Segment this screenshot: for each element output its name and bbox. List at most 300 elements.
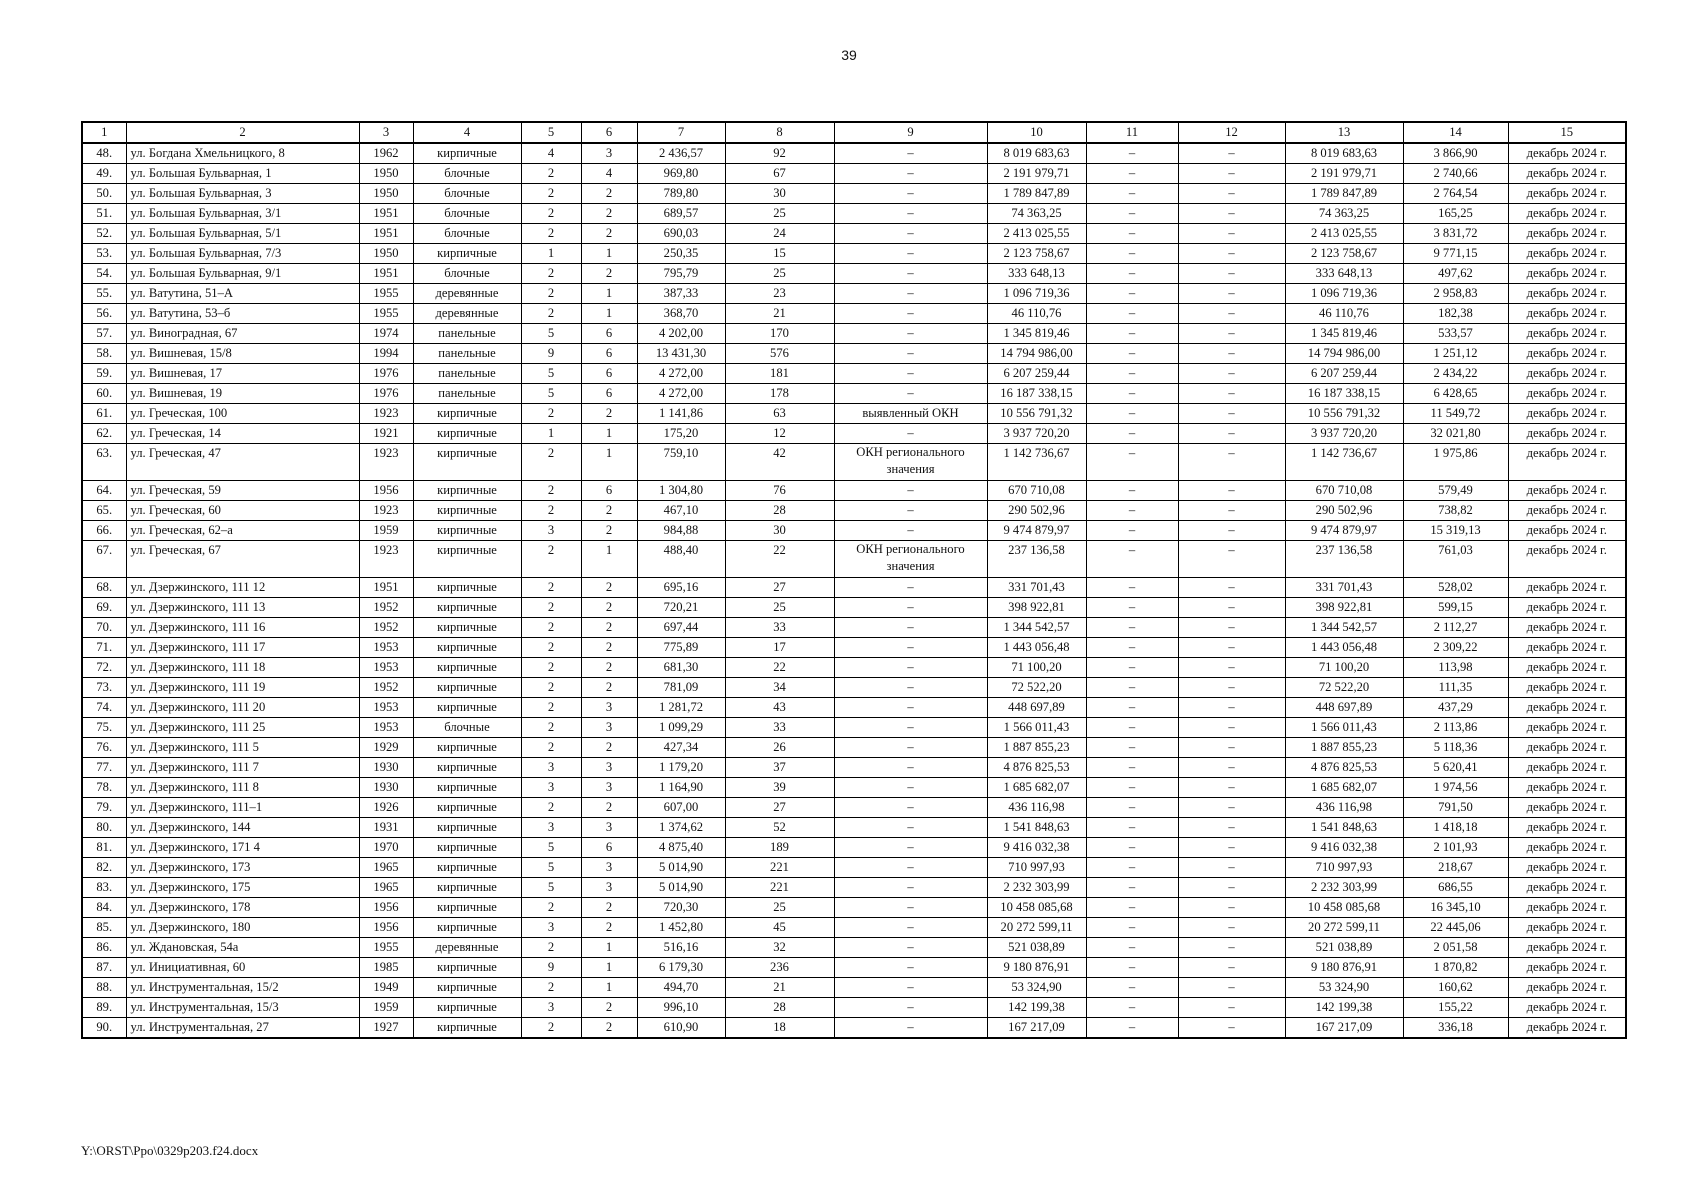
table-cell: 290 502,96 [987,501,1086,521]
table-cell: 33 [725,618,834,638]
table-cell: декабрь 2024 г. [1508,958,1626,978]
table-cell: 5 014,90 [637,858,725,878]
table-cell: 1955 [359,938,413,958]
table-cell: 5 118,36 [1403,738,1508,758]
table-row [82,364,1626,384]
table-cell: 6 179,30 [637,958,725,978]
table-cell: 69. [82,598,126,618]
table-row [82,578,1626,598]
table-cell: 142 199,38 [987,998,1086,1018]
table-cell: – [1178,324,1285,344]
table-cell: 71 100,20 [1285,658,1403,678]
address-cell: ул. Дзержинского, 111 13 [126,598,359,618]
table-cell: 1 789 847,89 [1285,184,1403,204]
table-cell: 2 [521,598,581,618]
table-cell: 181 [725,364,834,384]
table-cell: 1 345 819,46 [987,324,1086,344]
table-cell: 1 [581,304,637,324]
table-cell: 1953 [359,698,413,718]
table-cell: 1 [581,938,637,958]
table-cell: – [1178,978,1285,998]
table-cell: 160,62 [1403,978,1508,998]
table-cell: 3 [581,698,637,718]
table-cell: 65. [82,501,126,521]
table-cell: – [1086,224,1178,244]
address-cell: ул. Дзержинского, 144 [126,818,359,838]
table-cell: 1 418,18 [1403,818,1508,838]
table-cell: 45 [725,918,834,938]
table-cell: 690,03 [637,224,725,244]
table-cell: 4 875,40 [637,838,725,858]
table-cell: – [1086,143,1178,164]
table-cell: 2 [521,444,581,481]
table-cell: 1952 [359,618,413,638]
address-cell: ул. Ватутина, 51–А [126,284,359,304]
table-cell: 56. [82,304,126,324]
table-cell: 46 110,76 [987,304,1086,324]
column-header: 10 [987,122,1086,143]
table-cell: 2 [581,638,637,658]
table-cell: 49. [82,164,126,184]
table-cell: 34 [725,678,834,698]
table-cell: – [1086,244,1178,264]
table-cell: кирпичные [413,501,521,521]
table-cell: 2 [521,638,581,658]
table-cell: 2 232 303,99 [1285,878,1403,898]
table-cell: 1 345 819,46 [1285,324,1403,344]
table-cell: – [834,481,987,501]
table-cell: 4 272,00 [637,364,725,384]
table-cell: 5 620,41 [1403,758,1508,778]
table-cell: декабрь 2024 г. [1508,344,1626,364]
table-cell: кирпичные [413,698,521,718]
table-cell: блочные [413,224,521,244]
table-cell: 92 [725,143,834,164]
table-cell: 333 648,13 [987,264,1086,284]
table-cell: – [1178,638,1285,658]
table-cell: 2 [521,678,581,698]
table-cell: – [1086,444,1178,481]
table-cell: 1923 [359,541,413,578]
column-header: 3 [359,122,413,143]
table-cell: 2 112,27 [1403,618,1508,638]
table-cell: 10 458 085,68 [1285,898,1403,918]
table-cell: ОКН регионального значения [834,541,987,578]
table-cell: 4 876 825,53 [987,758,1086,778]
table-cell: кирпичные [413,958,521,978]
table-cell: декабрь 2024 г. [1508,978,1626,998]
table-cell: 9 [521,958,581,978]
table-cell: 155,22 [1403,998,1508,1018]
table-cell: 1952 [359,678,413,698]
table-cell: 1965 [359,858,413,878]
table-cell: – [834,164,987,184]
address-cell: ул. Дзержинского, 111 5 [126,738,359,758]
table-cell: 5 [521,858,581,878]
table-cell: 2 [581,618,637,638]
table-row [82,598,1626,618]
table-cell: кирпичные [413,444,521,481]
table-cell: 2 [521,1018,581,1039]
address-cell: ул. Дзержинского, 111 12 [126,578,359,598]
table-cell: – [1178,224,1285,244]
table-cell: – [1086,618,1178,638]
table-cell: 1 344 542,57 [987,618,1086,638]
table-cell: – [1178,541,1285,578]
table-cell: 63 [725,404,834,424]
table-cell: 10 556 791,32 [1285,404,1403,424]
table-cell: 30 [725,521,834,541]
table-cell: 67. [82,541,126,578]
table-cell: – [1178,521,1285,541]
table-cell: 789,80 [637,184,725,204]
table-cell: 1951 [359,578,413,598]
table-cell: кирпичные [413,898,521,918]
table-cell: декабрь 2024 г. [1508,521,1626,541]
table-cell: – [1178,364,1285,384]
table-cell: 8 019 683,63 [987,143,1086,164]
table-cell: 1951 [359,264,413,284]
table-cell: 27 [725,798,834,818]
table-cell: 437,29 [1403,698,1508,718]
column-header: 9 [834,122,987,143]
table-cell: 15 319,13 [1403,521,1508,541]
table-cell: 2 [521,738,581,758]
address-cell: ул. Греческая, 14 [126,424,359,444]
table-cell: 3 831,72 [1403,224,1508,244]
table-cell: – [1178,778,1285,798]
table-row [82,264,1626,284]
table-cell: – [1086,798,1178,818]
table-cell: 2 [521,618,581,638]
table-cell: 2 123 758,67 [987,244,1086,264]
table-cell: 2 101,93 [1403,838,1508,858]
table-cell: – [1178,424,1285,444]
table-row [82,878,1626,898]
table-cell: 221 [725,878,834,898]
table-cell: 467,10 [637,501,725,521]
table-cell: 488,40 [637,541,725,578]
table-cell: – [1086,384,1178,404]
table-row [82,678,1626,698]
table-cell: 436 116,98 [987,798,1086,818]
address-cell: ул. Греческая, 67 [126,541,359,578]
table-cell: деревянные [413,304,521,324]
table-cell: 2 [521,224,581,244]
table-cell: 43 [725,698,834,718]
column-header: 4 [413,122,521,143]
table-cell: – [1178,384,1285,404]
table-cell: 14 794 986,00 [987,344,1086,364]
table-cell: 142 199,38 [1285,998,1403,1018]
table-cell: 11 549,72 [1403,404,1508,424]
table-cell: 24 [725,224,834,244]
table-cell: 1951 [359,224,413,244]
table-cell: 64. [82,481,126,501]
table-cell: 2 [581,224,637,244]
table-cell: 1952 [359,598,413,618]
table-cell: 3 [581,718,637,738]
table-cell: 2 [521,718,581,738]
table-row [82,424,1626,444]
table-cell: – [1086,481,1178,501]
address-cell: ул. Греческая, 60 [126,501,359,521]
table-cell: ОКН регионального значения [834,444,987,481]
table-cell: кирпичные [413,738,521,758]
address-cell: ул. Большая Бульварная, 1 [126,164,359,184]
table-cell: декабрь 2024 г. [1508,143,1626,164]
table-cell: декабрь 2024 г. [1508,264,1626,284]
table-cell: 2 [521,184,581,204]
column-number-row [82,122,1626,143]
table-cell: 1 541 848,63 [987,818,1086,838]
table-cell: кирпичные [413,878,521,898]
table-row [82,898,1626,918]
address-cell: ул. Дзержинского, 111 18 [126,658,359,678]
table-cell: 4 272,00 [637,384,725,404]
table-cell: кирпичные [413,143,521,164]
table-cell: кирпичные [413,424,521,444]
table-cell: 77. [82,758,126,778]
table-cell: – [1178,344,1285,364]
table-cell: 521 038,89 [987,938,1086,958]
table-cell: 759,10 [637,444,725,481]
table-cell: 1994 [359,344,413,364]
table-cell: 3 [581,858,637,878]
table-cell: 67 [725,164,834,184]
table-cell: 89. [82,998,126,1018]
address-cell: ул. Большая Бульварная, 9/1 [126,264,359,284]
table-cell: 1 887 855,23 [1285,738,1403,758]
table-cell: 39 [725,778,834,798]
table-cell: – [834,143,987,164]
address-cell: ул. Вишневая, 15/8 [126,344,359,364]
table-cell: 13 431,30 [637,344,725,364]
table-cell: 1 096 719,36 [1285,284,1403,304]
table-cell: 221 [725,858,834,878]
table-cell: – [1178,1018,1285,1039]
address-cell: ул. Греческая, 47 [126,444,359,481]
table-row [82,798,1626,818]
table-cell: декабрь 2024 г. [1508,501,1626,521]
table-cell: 3 [521,778,581,798]
table-cell: – [834,738,987,758]
table-cell: – [1178,998,1285,1018]
table-cell: 1950 [359,184,413,204]
table-cell: декабрь 2024 г. [1508,878,1626,898]
table-cell: – [834,938,987,958]
table-cell: 610,90 [637,1018,725,1039]
table-cell: 1950 [359,164,413,184]
table-cell: 237 136,58 [987,541,1086,578]
table-cell: 1959 [359,521,413,541]
table-cell: 2 [521,284,581,304]
table-cell: 1955 [359,304,413,324]
table-cell: 61. [82,404,126,424]
table-cell: 30 [725,184,834,204]
table-cell: 51. [82,204,126,224]
table-cell: – [834,878,987,898]
table-cell: панельные [413,384,521,404]
table-cell: 4 202,00 [637,324,725,344]
table-cell: 5 [521,324,581,344]
table-cell: 1929 [359,738,413,758]
table-cell: – [834,244,987,264]
column-header: 11 [1086,122,1178,143]
table-cell: декабрь 2024 г. [1508,404,1626,424]
table-cell: 53. [82,244,126,264]
table-cell: 2 436,57 [637,143,725,164]
table-cell: 165,25 [1403,204,1508,224]
table-cell: декабрь 2024 г. [1508,618,1626,638]
table-cell: 448 697,89 [1285,698,1403,718]
table-cell: – [1178,698,1285,718]
table-cell: блочные [413,164,521,184]
table-cell: кирпичные [413,598,521,618]
table-cell: 1923 [359,404,413,424]
table-cell: 175,20 [637,424,725,444]
table-cell: – [834,578,987,598]
address-cell: ул. Вишневая, 19 [126,384,359,404]
table-cell: 516,16 [637,938,725,958]
table-cell: – [834,718,987,738]
table-cell: 681,30 [637,658,725,678]
table-cell: – [1086,998,1178,1018]
table-cell: декабрь 2024 г. [1508,384,1626,404]
table-cell: 3 [521,758,581,778]
table-cell: 1 [521,244,581,264]
table-cell: 76 [725,481,834,501]
table-cell: 3 [521,818,581,838]
table-cell: 9 474 879,97 [987,521,1086,541]
table-cell: 3 [521,521,581,541]
table-cell: 87. [82,958,126,978]
table-cell: 1956 [359,481,413,501]
table-cell: 23 [725,284,834,304]
table-cell: 5 014,90 [637,878,725,898]
table-cell: 984,88 [637,521,725,541]
table-cell: панельные [413,344,521,364]
table-cell: – [834,264,987,284]
table-cell: 2 [521,938,581,958]
table-cell: 167 217,09 [987,1018,1086,1039]
table-cell: – [1086,284,1178,304]
table-cell: 1985 [359,958,413,978]
table-cell: – [1178,818,1285,838]
table-cell: – [1086,264,1178,284]
table-row [82,344,1626,364]
table-cell: 6 [581,384,637,404]
table-cell: – [1086,878,1178,898]
table-cell: – [1178,718,1285,738]
table-cell: 81. [82,838,126,858]
table-row [82,521,1626,541]
table-cell: 46 110,76 [1285,304,1403,324]
table-cell: 398 922,81 [1285,598,1403,618]
table-cell: 2 [581,738,637,758]
table-cell: – [1178,244,1285,264]
table-cell: 387,33 [637,284,725,304]
table-row [82,698,1626,718]
table-row [82,164,1626,184]
table-cell: – [1178,798,1285,818]
table-cell: 775,89 [637,638,725,658]
address-cell: ул. Виноградная, 67 [126,324,359,344]
table-cell: 1 304,80 [637,481,725,501]
table-cell: 1 [581,541,637,578]
table-cell: декабрь 2024 г. [1508,758,1626,778]
table-cell: декабрь 2024 г. [1508,304,1626,324]
table-cell: 25 [725,264,834,284]
table-cell: 3 937 720,20 [1285,424,1403,444]
table-cell: 5 [521,838,581,858]
table-cell: деревянные [413,938,521,958]
table-cell: 710 997,93 [1285,858,1403,878]
table-cell: 2 [581,501,637,521]
table-cell: деревянные [413,284,521,304]
table-row [82,938,1626,958]
table-cell: 57. [82,324,126,344]
table-cell: 54. [82,264,126,284]
table-cell: 1 [521,424,581,444]
table-cell: 28 [725,998,834,1018]
table-cell: 1 164,90 [637,778,725,798]
column-header: 14 [1403,122,1508,143]
table-cell: 761,03 [1403,541,1508,578]
table-cell: – [834,638,987,658]
table-cell: 1 [581,284,637,304]
table-cell: 32 [725,938,834,958]
table-cell: 2 [521,658,581,678]
table-cell: декабрь 2024 г. [1508,858,1626,878]
table-cell: 1959 [359,998,413,1018]
table-row [82,718,1626,738]
table-cell: кирпичные [413,918,521,938]
table-cell: – [1086,304,1178,324]
address-cell: ул. Дзержинского, 178 [126,898,359,918]
table-cell: – [1086,938,1178,958]
table-cell: 170 [725,324,834,344]
table-cell: 1 179,20 [637,758,725,778]
table-cell: 1951 [359,204,413,224]
table-cell: 2 [521,578,581,598]
table-cell: декабрь 2024 г. [1508,918,1626,938]
table-cell: 236 [725,958,834,978]
table-cell: кирпичные [413,1018,521,1039]
table-cell: кирпичные [413,978,521,998]
table-cell: 1 541 848,63 [1285,818,1403,838]
table-cell: – [1086,718,1178,738]
table-cell: 1 [581,958,637,978]
table-cell: 74 363,25 [1285,204,1403,224]
table-cell: 10 458 085,68 [987,898,1086,918]
table-row [82,501,1626,521]
table-cell: 1956 [359,898,413,918]
table-cell: кирпичные [413,618,521,638]
table-cell: – [1178,204,1285,224]
table-cell: – [1178,958,1285,978]
table-cell: 28 [725,501,834,521]
table-cell: – [1086,758,1178,778]
table-cell: – [834,501,987,521]
table-cell: 1 443 056,48 [987,638,1086,658]
table-cell: – [1086,818,1178,838]
address-cell: ул. Греческая, 59 [126,481,359,501]
table-cell: – [834,818,987,838]
table-cell: 72 522,20 [987,678,1086,698]
table-cell: 2 [521,404,581,424]
table-body [82,143,1626,1038]
